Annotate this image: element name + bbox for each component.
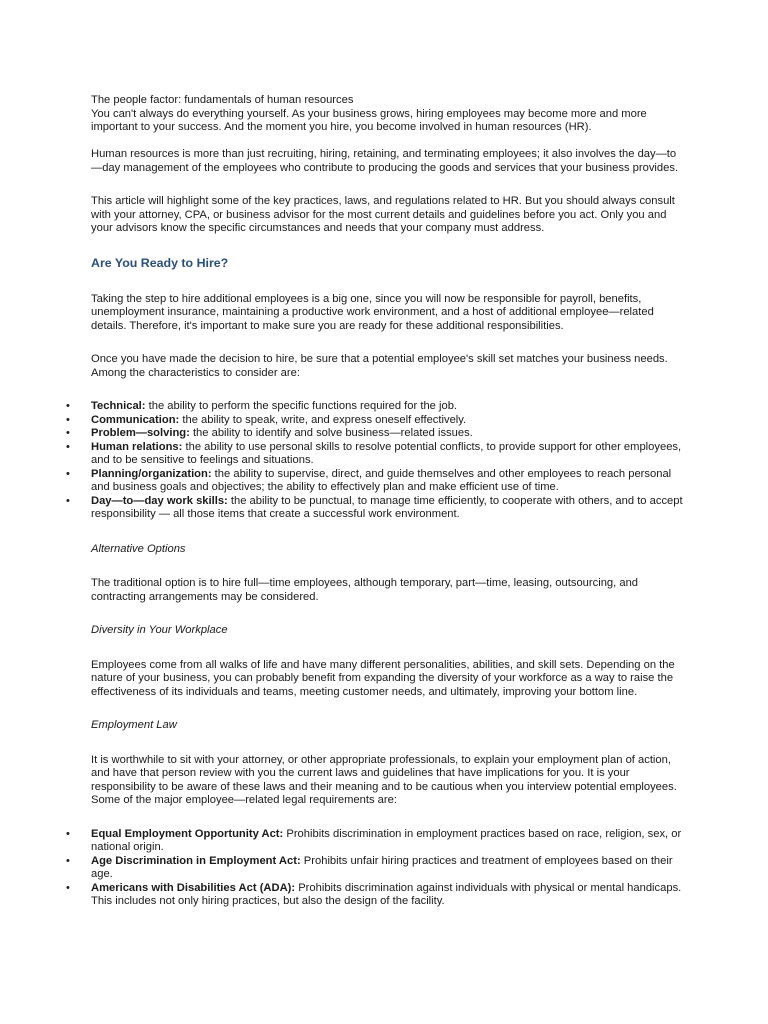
list-item-term: Americans with Disabilities Act (ADA): — [91, 881, 296, 894]
ready-paragraph-2: Once you have made the decision to hire, be sure that a potential employee's skill set matches your business needs. Among the characteristics to consider are: — [91, 353, 668, 379]
intro-paragraph-3: This article will highlight some of the key practices, laws, and regulations related to HR. But you should always consult with your attorney, CPA, or business advisor for the most current details and guidelines before you act. Only you and your advisors know the specific circumstances and needs that your company must address. — [91, 195, 675, 234]
list-item-term: Day—to—day work skills: — [91, 494, 228, 507]
subheading-alternative: Alternative Options — [91, 542, 186, 555]
list-item-term: Problem—solving: — [91, 427, 190, 439]
document-title: The people factor: fundamentals of human resources — [91, 94, 354, 106]
list-item — [66, 881, 686, 909]
list-item-term: Equal Employment Opportunity Act: — [91, 827, 284, 840]
list-item — [66, 413, 686, 428]
bullet-icon: • — [66, 881, 70, 894]
list-item — [66, 854, 686, 882]
list-item — [66, 494, 686, 522]
bullet-icon: • — [66, 467, 70, 480]
section-heading-ready: Are You Ready to Hire? — [91, 255, 229, 270]
document-page — [66, 94, 686, 930]
diversity-paragraph: Employees come from all walks of life and have many different personalities, abilities, and skill sets. Depending on the nature of your business, you can probably benefit from expanding the diversity of your workforce as a way to raise the effectiveness of its individuals and teams, meeting customer needs, and ultimately, improving your bottom line. — [91, 658, 675, 698]
list-item-term: Planning/organization: — [91, 467, 212, 480]
list-item-desc: the ability to identify and solve business—related issues. — [189, 427, 473, 439]
list-item — [66, 400, 686, 414]
bullet-icon: • — [66, 827, 70, 840]
alternative-paragraph: The traditional option is to hire full—time employees, although temporary, part—time, leasing, outsourcing, and contracting arrangements may be considered. — [91, 577, 639, 603]
list-item-term: Human relations: — [91, 440, 183, 453]
list-item-term: Technical: — [91, 400, 146, 412]
list-item-desc: the ability to speak, write, and express oneself effectively. — [179, 413, 467, 426]
subheading-employment-law: Employment Law — [91, 719, 177, 731]
list-item-desc: the ability to use personal skills to resolve potential conflicts, to provide support for other employees, and to be sensitive to feelings and situations. — [91, 440, 682, 466]
list-item-term: Age Discrimination in Employment Act: — [91, 854, 301, 867]
list-item-desc: the ability to supervise, direct, and guide themselves and other employees to reach personal and business goals and objectives; the ability to effectively plan and make efficient use of time. — [91, 467, 672, 493]
acts-list — [66, 827, 686, 909]
list-item-desc: Prohibits discrimination in employment practices based on race, religion, sex, or national origin. — [91, 827, 682, 853]
list-item-desc: Prohibits discrimination against individuals with physical or mental handicaps. This includes not only hiring practices, but also the design of the facility. — [91, 881, 682, 907]
subheading-diversity: Diversity in Your Workplace — [91, 624, 228, 636]
intro-block — [91, 94, 686, 135]
intro-paragraph-1: You can't always do everything yourself. As your business grows, hiring employees may become more and more important to your success. And the moment you hire, you become involved in human resources (HR). — [91, 107, 647, 133]
bullet-icon: • — [66, 440, 70, 453]
list-item-desc: the ability to be punctual, to manage time efficiently, to cooperate with others, and to accept responsibility — all those items that create a successful work environment. — [91, 494, 683, 520]
bullet-icon: • — [66, 494, 70, 507]
law-paragraph: It is worthwhile to sit with your attorney, or other appropriate professionals, to explain your employment plan of action, and have that person review with you the current laws and guidelines that have implications for you. It is your responsibility to be aware of these laws and their meaning and to be cautious when you interview potential employees. Some of the major employee—related legal requirements are: — [91, 753, 677, 806]
ready-paragraph-1: Taking the step to hire additional employees is a big one, since you will now be responsible for payroll, benefits, unemployment insurance, maintaining a productive work environment, and a host of additional employee—related details. Therefore, it's important to make sure you are ready for these additional responsibilities. — [91, 292, 654, 332]
intro-paragraph-2: Human resources is more than just recruiting, hiring, retaining, and terminating employees; it also involves the day—to—day management of the employees who contribute to producing the goods and services that your business provides. — [91, 148, 679, 174]
list-item — [66, 427, 686, 441]
bullet-icon: • — [66, 413, 70, 426]
list-item-desc: the ability to perform the specific functions required for the job. — [145, 400, 458, 412]
list-item — [66, 827, 686, 855]
list-item-term: Communication: — [91, 413, 180, 426]
skills-list — [66, 400, 686, 522]
list-item — [66, 467, 686, 495]
bullet-icon: • — [66, 427, 70, 439]
list-item — [66, 440, 686, 468]
bullet-icon: • — [66, 400, 70, 412]
bullet-icon: • — [66, 854, 70, 867]
list-item-desc: Prohibits unfair hiring practices and treatment of employees based on their age. — [91, 854, 673, 880]
